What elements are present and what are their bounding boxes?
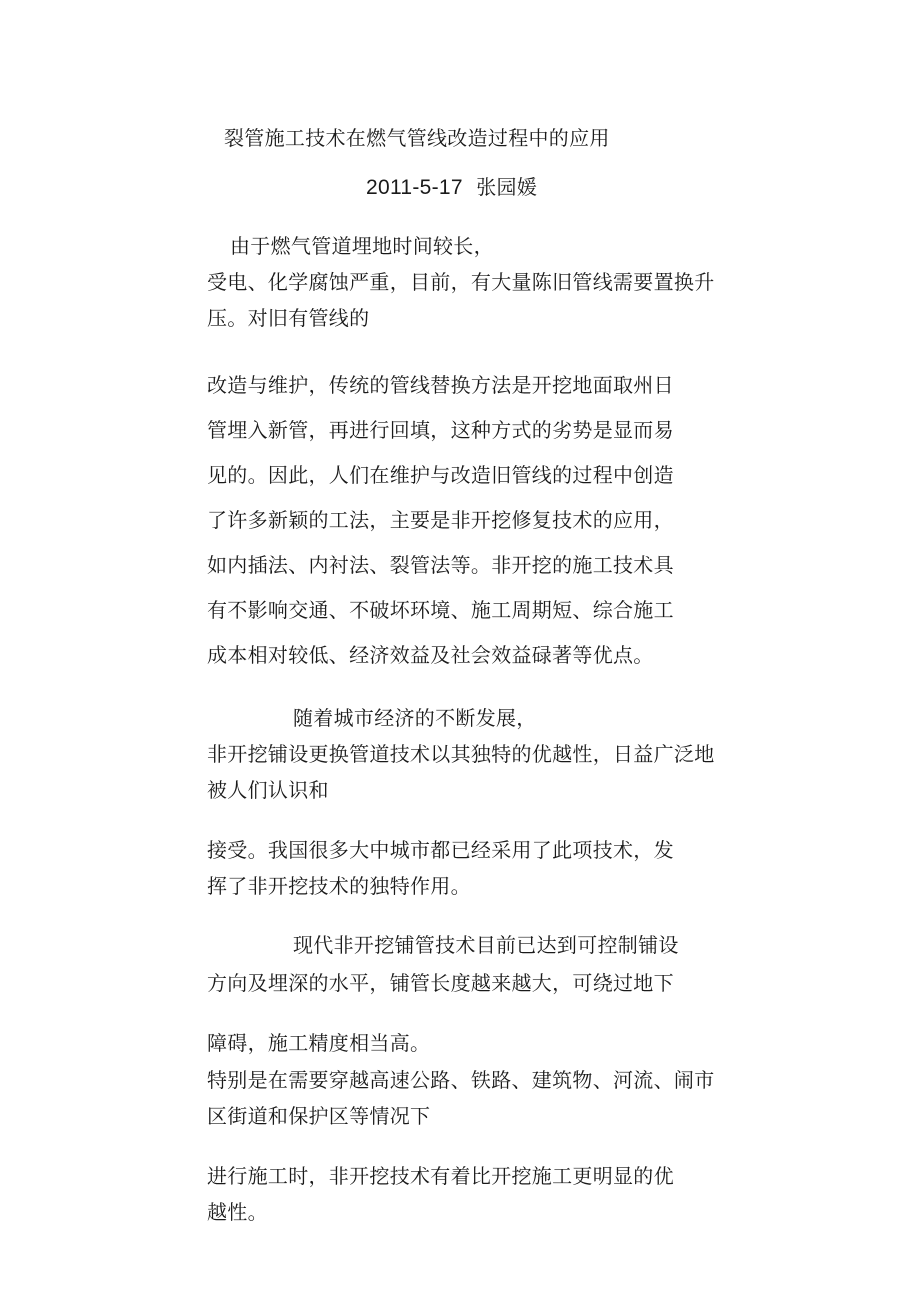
text-line: 被人们认识和	[207, 778, 329, 802]
text-line: 特别是在需要穿越高速公路、铁路、建筑物、河流、闹市	[207, 1068, 715, 1092]
text-line: 有不影响交通、不破坏环境、施工周期短、综合施工	[207, 598, 674, 622]
text-line: 挥了非开挖技术的独特作用。	[207, 874, 471, 898]
text-line: 非开挖铺设更换管道技术以其独特的优越性，日益广泛地	[207, 742, 715, 766]
document-title: 裂管施工技术在燃气管线改造过程中的应用	[224, 126, 610, 150]
text-line: 区街道和保护区等情况下	[207, 1104, 431, 1128]
text-line: 进行施工时，非开挖技术有着比开挖施工更明显的优	[207, 1164, 674, 1188]
document-author: 张园媛	[476, 175, 538, 199]
text-line: 现代非开挖铺管技术目前已达到可控制铺设	[293, 933, 679, 957]
text-line: 接受。我国很多大中城市都已经采用了此项技术，发	[207, 838, 674, 862]
document-byline	[366, 173, 537, 202]
text-line: 改造与维护，传统的管线替换方法是开挖地面取州日	[207, 373, 674, 397]
text-line: 成本相对较低、经济效益及社会效益碌著等优点。	[207, 643, 654, 667]
text-line: 见的。因此，人们在维护与改造旧管线的过程中创造	[207, 463, 674, 487]
text-line: 管埋入新管，再进行回填，这种方式的劣势是显而易	[207, 418, 674, 442]
text-line: 随着城市经济的不断发展，	[293, 706, 537, 730]
text-line: 压。对旧有管线的	[207, 306, 370, 330]
text-line: 了许多新颖的工法，主要是非开挖修复技术的应用，	[207, 508, 674, 532]
text-line: 障碍，施工精度相当高。	[207, 1031, 431, 1055]
text-line: 如内插法、内衬法、裂管法等。非开挖的施工技术具	[207, 553, 674, 577]
text-line: 越性。	[207, 1200, 268, 1224]
text-line: 方向及埋深的水平，铺管长度越来越大，可绕过地下	[207, 971, 674, 995]
document-date: 2011-5-17	[366, 176, 463, 199]
text-line: 受电、化学腐蚀严重，目前，有大量陈旧管线需要置换升	[207, 270, 715, 294]
text-line: 由于燃气管道埋地时间较长，	[230, 234, 494, 258]
